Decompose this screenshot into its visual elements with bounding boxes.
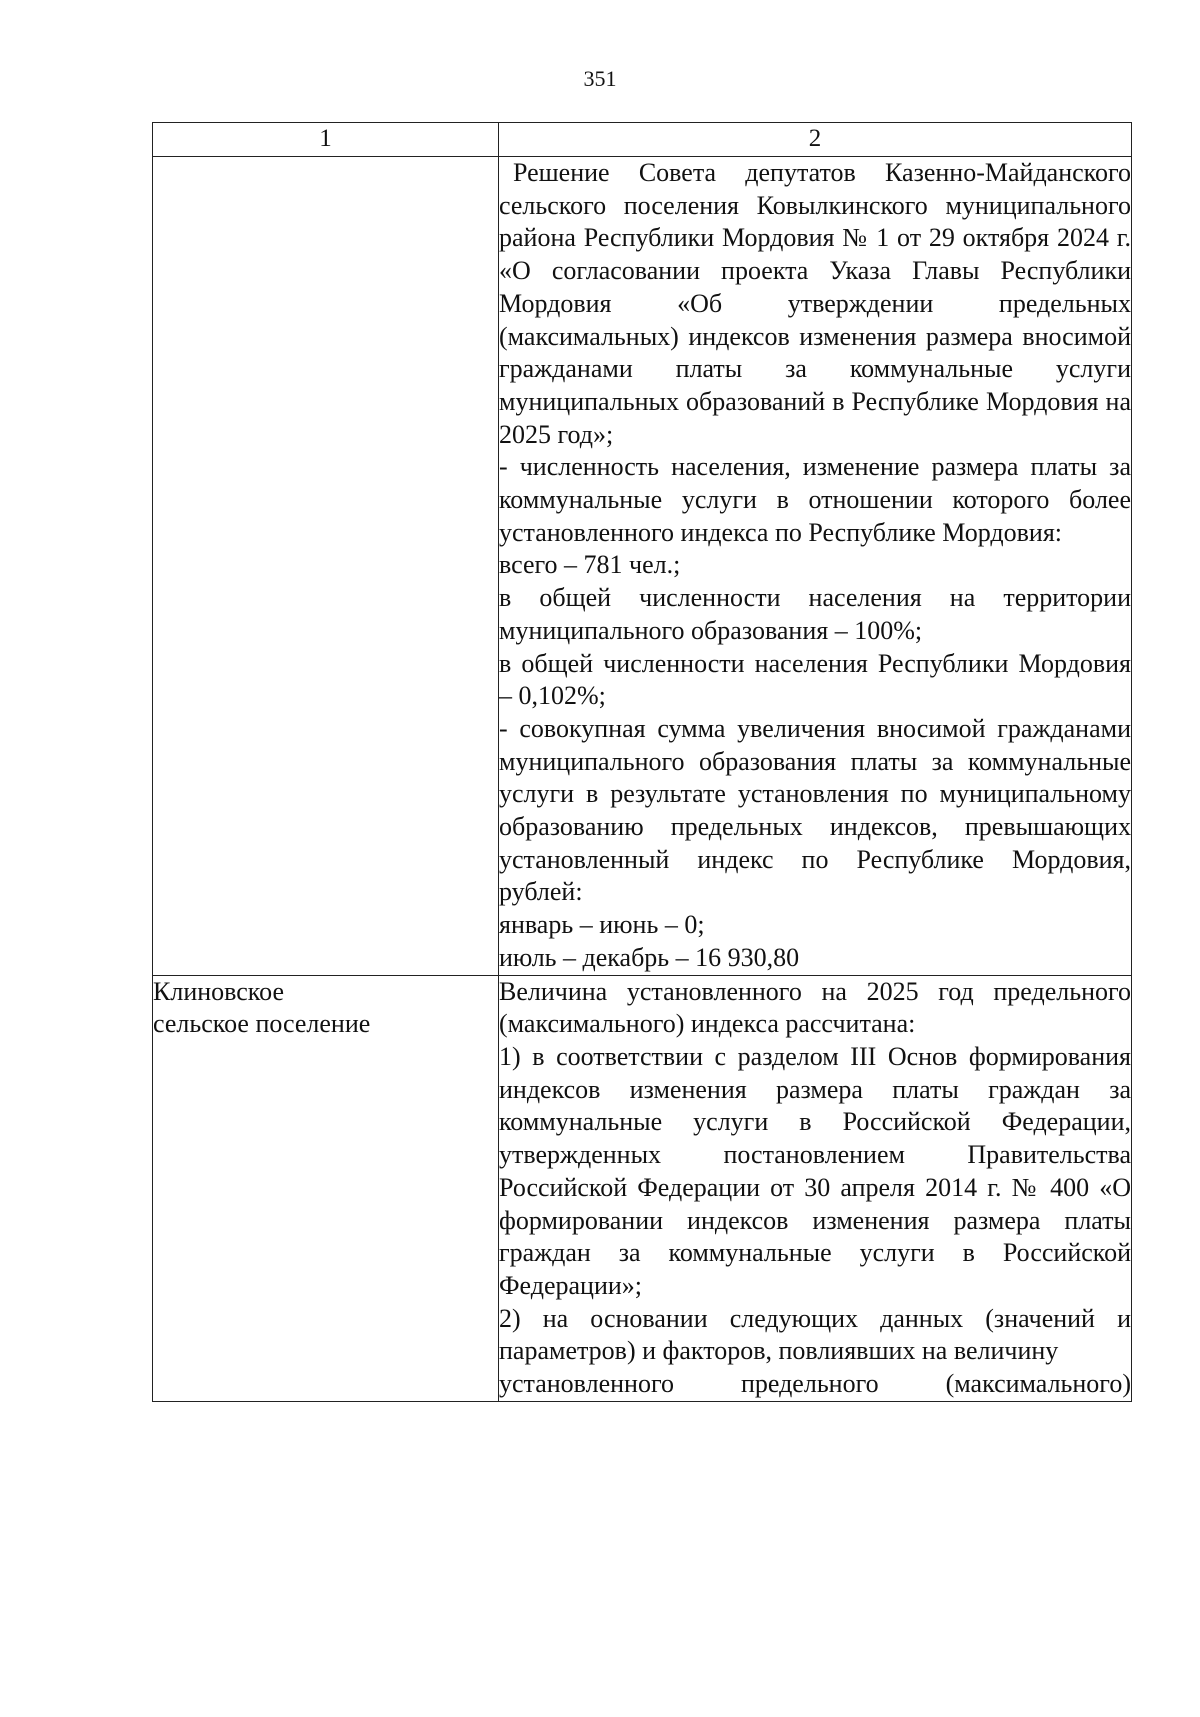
row1-col2 xyxy=(499,157,1132,976)
basis-paragraph-2-continued: установленного предельного (максимального) xyxy=(499,1369,1131,1399)
data-table xyxy=(152,122,1132,1402)
population-paragraph: - численность населения, изменение размера платы за коммунальные услуги в отношении которого более установленного индекса по Республике Мордовия: xyxy=(499,452,1131,547)
municipality-name-line1: Клиновское xyxy=(153,976,284,1006)
header-col-1: 1 xyxy=(153,123,499,157)
page-number: 351 xyxy=(583,66,617,91)
sum-jan-jun: январь – июнь – 0; xyxy=(499,910,705,940)
index-value-paragraph: Величина установленного на 2025 год предельного (максимального) индекса рассчитана: xyxy=(499,976,1131,1039)
table-row xyxy=(153,975,1132,1401)
row2-col2 xyxy=(499,975,1132,1401)
sum-jul-dec: июль – декабрь – 16 930,80 xyxy=(499,942,800,972)
decision-paragraph: Решение Совета депутатов Казенно-Майданского сельского поселения Ковылкинского муниципального района Республики Мордовия № 1 от 29 октября 2024 г. «О согласовании проекта Указа Главы Республики Мордовия «Об утверждении предельных (максимальных) индексов изменения размера вносимой гражданами платы за коммунальные услуги муниципальных образований в Республике Мордовия на 2025 год»; xyxy=(499,158,1131,449)
header-col-2: 2 xyxy=(499,123,1132,157)
municipality-name-line2: сельское поселение xyxy=(153,1009,371,1039)
table-header-row xyxy=(153,123,1132,157)
basis-paragraph-1: 1) в соответствии с разделом III Основ формирования индексов изменения размера платы граждан за коммунальные услуги в Российской Федерации, утвержденных постановлением Правительства Российской Федерации от 30 апреля 2014 г. № 400 «О формировании индексов изменения размера платы граждан за коммунальные услуги в Российской Федерации»; xyxy=(499,1041,1131,1300)
municipal-share: в общей численности населения на территории муниципального образования – 100%; xyxy=(499,583,1131,645)
republic-share: в общей численности населения Республики Мордовия – 0,102%; xyxy=(499,648,1131,711)
total-sum-paragraph: - совокупная сумма увеличения вносимой гражданами муниципального образования платы за коммунальные услуги в результате установления по муниципальному образованию предельных индексов, превышающих установленный индекс по Республике Мордовия, рублей: xyxy=(499,713,1131,907)
row2-col1 xyxy=(153,975,499,1401)
basis-paragraph-2: 2) на основании следующих данных (значений и параметров) и факторов, повлиявших на величину xyxy=(499,1303,1131,1366)
row1-col1 xyxy=(153,157,499,976)
table-row xyxy=(153,157,1132,976)
total-population: всего – 781 чел.; xyxy=(499,550,681,580)
